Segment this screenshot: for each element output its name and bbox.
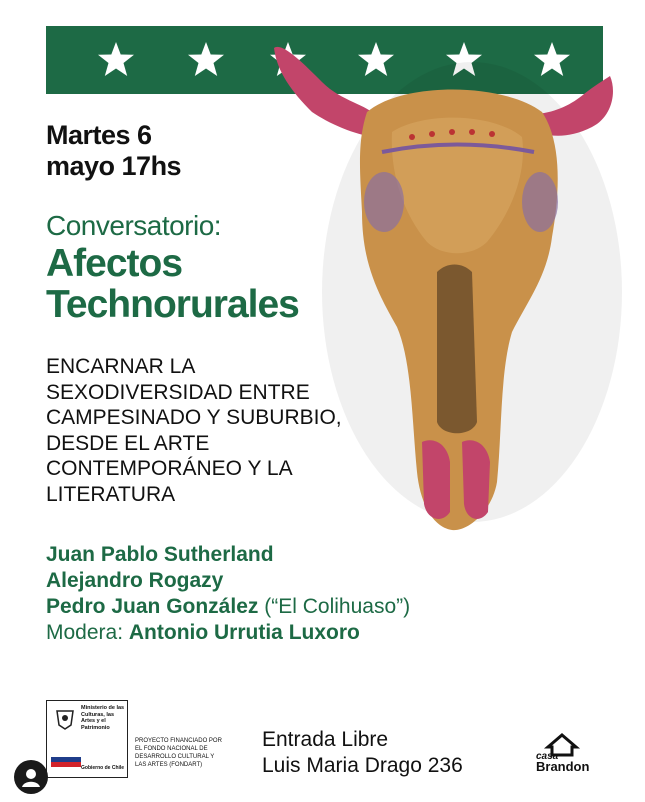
participant-name: Alejandro Rogazy — [46, 569, 224, 592]
crest-icon — [51, 705, 79, 731]
date-line-1: Martes 6 — [46, 120, 152, 150]
subtitle-line: CONTEMPORÁNEO Y LA — [46, 457, 293, 480]
moderator-label: Modera: — [46, 621, 129, 644]
subtitle-line: SEXODIVERSIDAD ENTRE — [46, 380, 310, 404]
participant-name: Pedro Juan González — [46, 595, 259, 618]
subtitle-line: LITERATURA — [46, 482, 176, 506]
entry-info — [262, 727, 463, 779]
participant-alias: (“El Colihuaso”) — [264, 595, 411, 618]
star-icon — [96, 40, 136, 80]
subtitle-line: CAMPESINADO Y SUBURBIO, — [46, 406, 342, 429]
date-line-2: mayo 17hs — [46, 151, 182, 181]
brand-logo — [532, 733, 594, 773]
ministry-logo — [46, 700, 128, 778]
event-date — [46, 120, 181, 182]
title-line-2: Technorurales — [46, 283, 299, 326]
brand-top: casa — [536, 751, 559, 762]
ministry-gov: Gobierno de Chile — [81, 765, 125, 771]
event-kicker: Conversatorio: — [46, 210, 222, 241]
entry-label: Entrada Libre — [262, 728, 389, 751]
flag-bar-red — [51, 762, 81, 767]
participant-name: Juan Pablo Sutherland — [46, 543, 274, 566]
fondart-credit: PROYECTO FINANCIADO POR EL FONDO NACIONAL DE DESARROLLO CULTURAL Y LAS ARTES (FONDART) — [135, 738, 222, 768]
moderator-name: Antonio Urrutia Luxoro — [128, 621, 360, 644]
ministry-text: Ministerio de las Culturas, las Artes y el Patrimonio — [81, 705, 125, 731]
event-subtitle — [46, 354, 376, 507]
brand-bottom: Brandon — [536, 759, 590, 773]
title-line-1: Afectos — [46, 242, 183, 285]
subtitle-line: DESDE EL ARTE — [46, 431, 210, 455]
event-title — [46, 243, 299, 325]
user-avatar-icon[interactable] — [14, 760, 48, 794]
star-icon — [186, 40, 226, 80]
subtitle-line: ENCARNAR LA — [46, 355, 196, 378]
participants-list — [46, 542, 410, 646]
house-icon — [532, 733, 594, 773]
address: Luis Maria Drago 236 — [262, 754, 463, 777]
